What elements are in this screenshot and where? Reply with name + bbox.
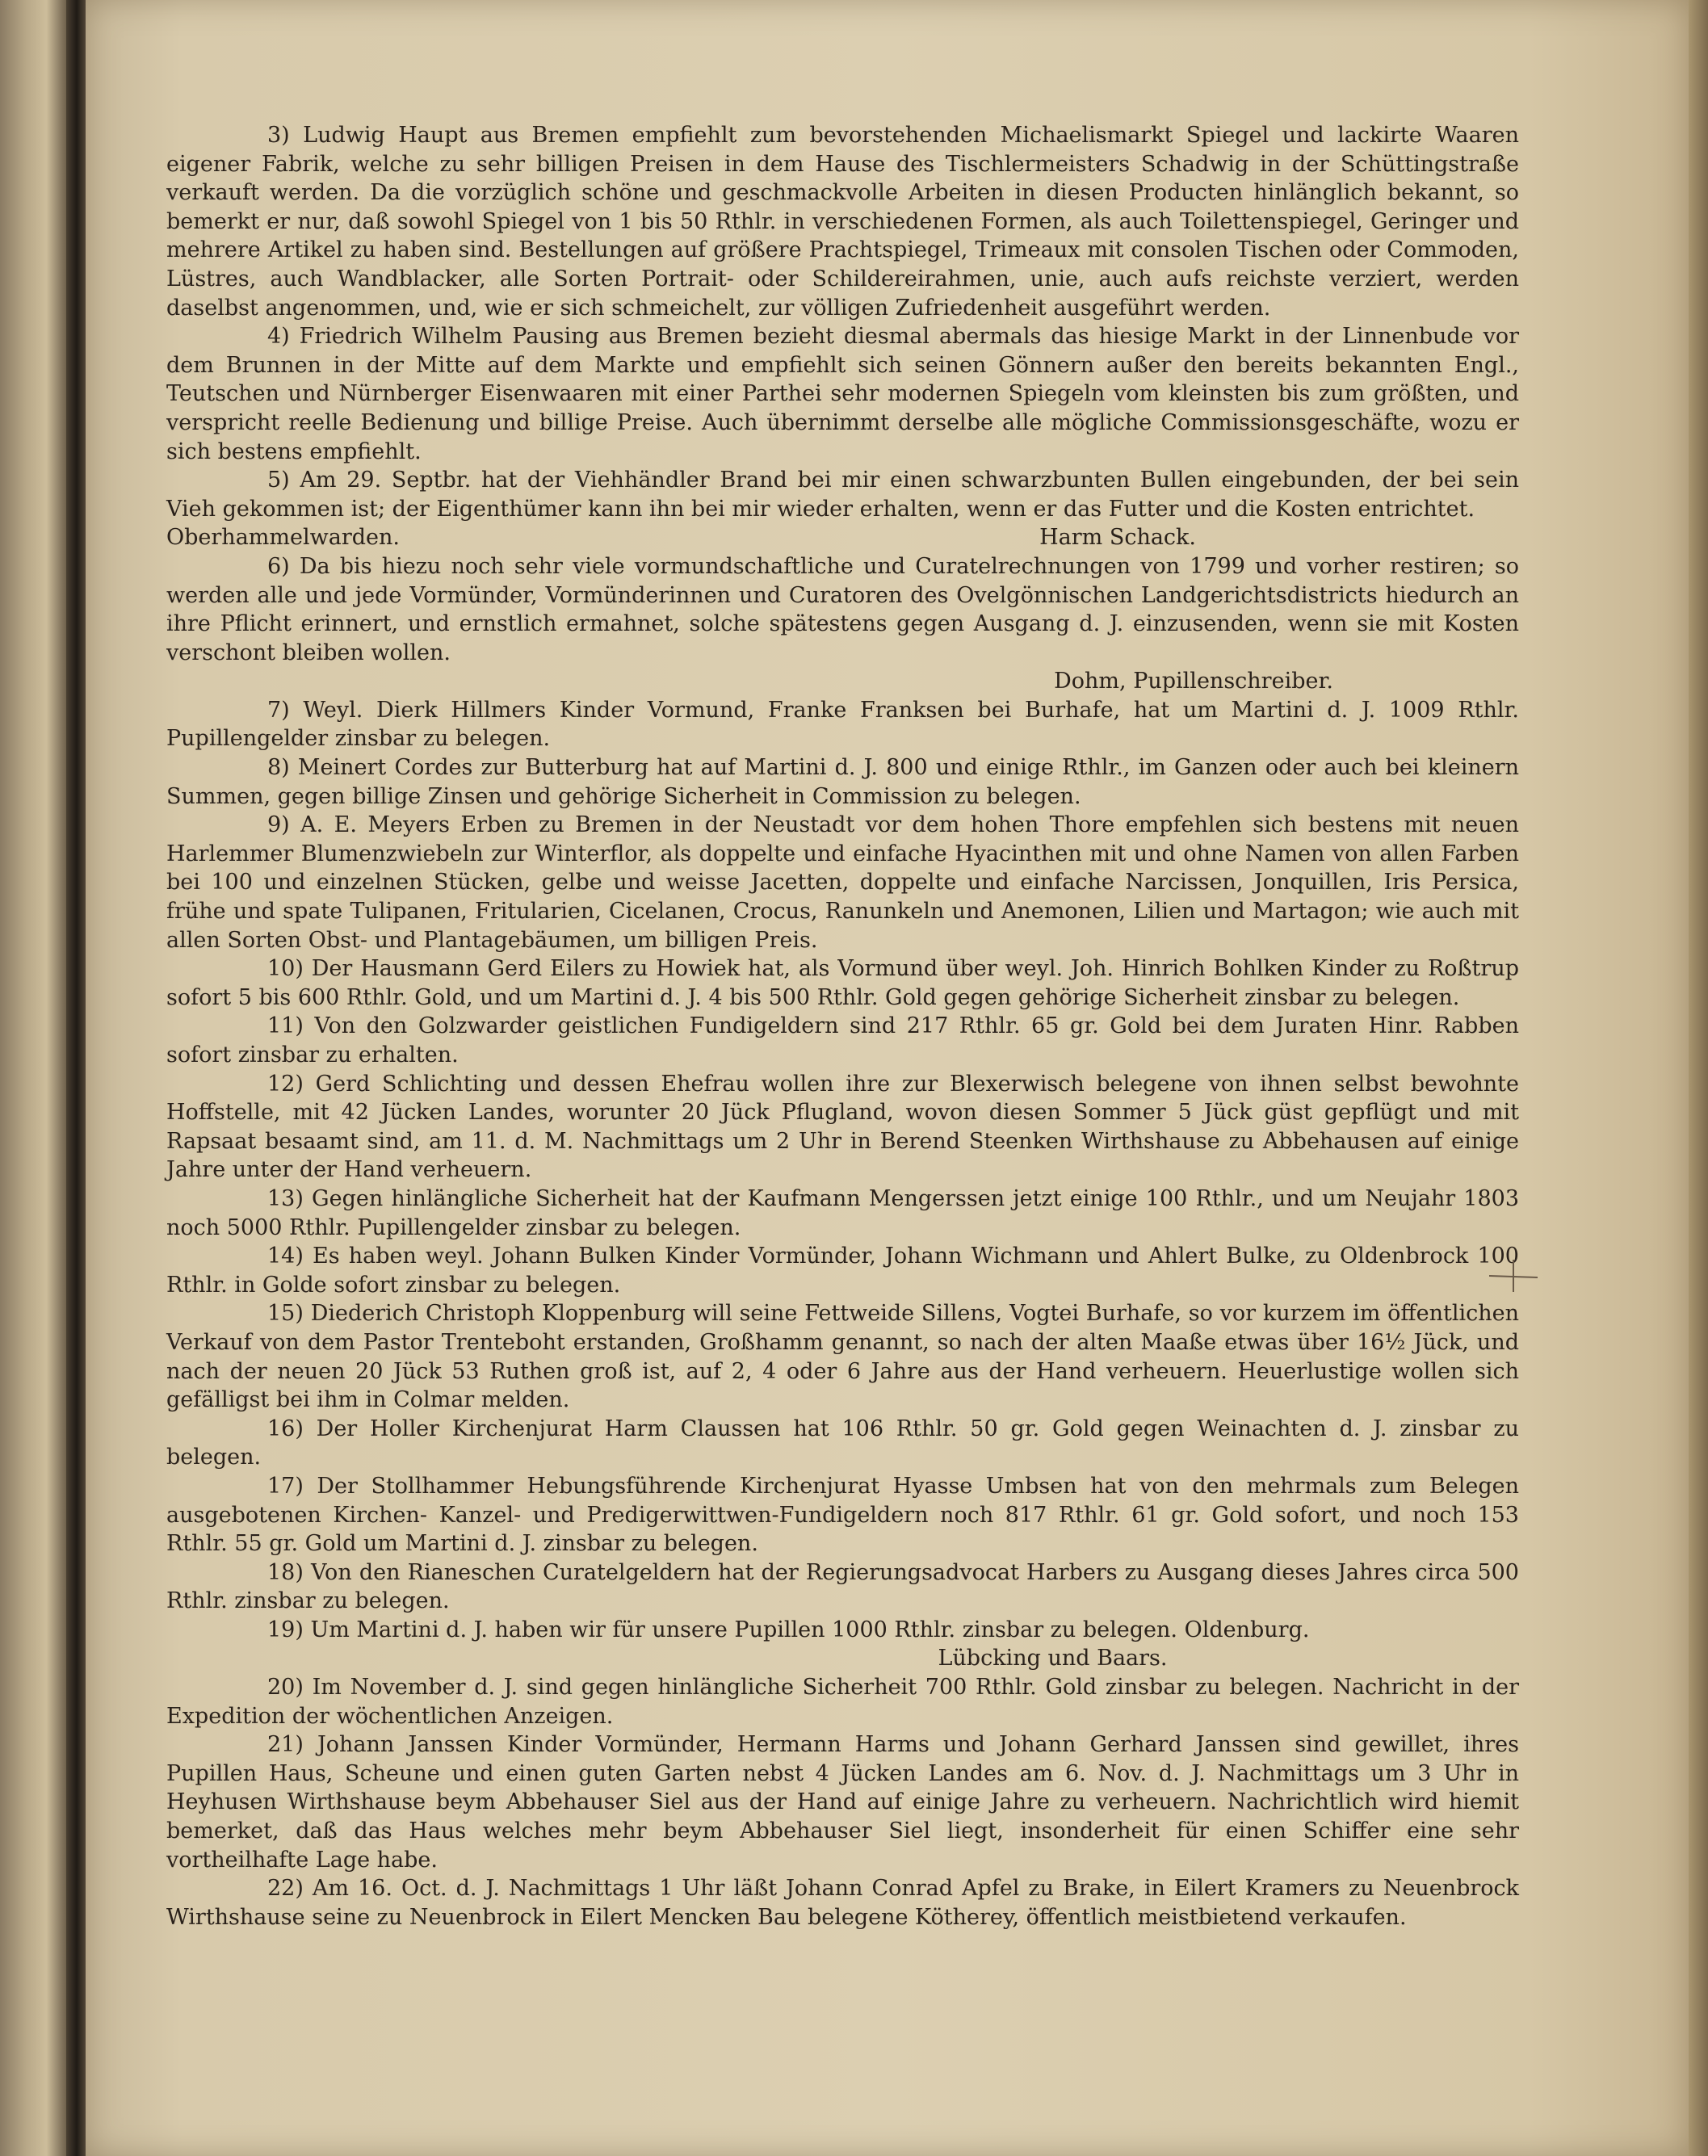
announcement-11: 11) Von den Golzwarder geistlichen Fundigeldern sind 217 Rthlr. 65 gr. Gold bei dem Juraten Hinr. Rabben sofort zinsbar zu erhalten.	[166, 1013, 1519, 1068]
announcement-19: 19) Um Martini d. J. haben wir für unsere Pupillen 1000 Rthlr. zinsbar zu belegen. Oldenburg.	[267, 1617, 1310, 1642]
announcement-15: 15) Diederich Christoph Kloppenburg will seine Fettweide Sillens, Vogtei Burhafe, so vor kurzem im öffentlichen Verkauf von dem Pastor Trenteboht erstanden, Großhamm genannt, so nach der alten Maaße etwas über 16½ Jück, und nach der neuen 20 Jück 53 Ruthen groß ist, auf 2, 4 oder 6 Jahre aus der Hand verheuern. Heuerlustige wollen sich gefälligst bei ihm in Colmar melden.	[166, 1301, 1519, 1413]
announcement-8: 8) Meinert Cordes zur Butterburg hat auf Martini d. J. 800 und einige Rthlr., im Ganzen oder auch bei kleinern Summen, gegen billige Zinsen und gehörige Sicherheit in Commission zu belegen.	[166, 755, 1519, 809]
announcement-6-signature: Dohm, Pupillenschreiber.	[1054, 669, 1333, 694]
announcement-16: 16) Der Holler Kirchenjurat Harm Claussen hat 106 Rthlr. 50 gr. Gold gegen Weinachten d. J. zinsbar zu belegen.	[166, 1416, 1519, 1470]
newspaper-page	[86, 0, 1689, 2156]
signature-name: Harm Schack.	[1039, 525, 1196, 551]
announcement-19-signature: Lübcking und Baars.	[938, 1646, 1168, 1672]
signature-place: Oberhammelwarden.	[166, 525, 400, 551]
previous-page-edge	[0, 0, 66, 2156]
announcement-4: 4) Friedrich Wilhelm Pausing aus Bremen bezieht diesmal abermals das hiesige Markt in der Linnenbude vor dem Brunnen in der Mitte auf dem Markte und empfiehlt sich seinen Gönnern außer den bereits bekannten Engl., Teutschen und Nürnberger Eisenwaaren mit einer Parthei sehr modernen Spiegeln vom kleinsten bis zum größten, und verspricht reelle Bedienung und billige Preise. Auch übernimmt derselbe alle mögliche Commissionsgeschäfte, wozu er sich bestens empfiehlt.	[166, 324, 1519, 464]
announcement-3: 3) Ludwig Haupt aus Bremen empfiehlt zum bevorstehenden Michaelismarkt Spiegel und lackirte Waaren eigener Fabrik, welche zu sehr billigen Preisen in dem Hause des Tischlermeisters Schadwig in der Schüttingstraße verkauft werden. Da die vorzüglich schöne und geschmackvolle Arbeiten in diesen Producten hinlänglich bekannt, so bemerkt er nur, daß sowohl Spiegel von 1 bis 50 Rthlr. in verschiedenen Formen, als auch Toilettenspiegel, Geringer und mehrere Artikel zu haben sind. Bestellungen auf größere Prachtspiegel, Trimeaux mit consolen Tischen oder Commoden, Lüstres, auch Wandblacker, alle Sorten Portrait- oder Schildereirahmen, unie, auch aufs reichste verziert, werden daselbst angenommen, und, wie er sich schmeichelt, zur völligen Zufriedenheit ausgeführt werden.	[166, 123, 1519, 321]
announcement-21: 21) Johann Janssen Kinder Vormünder, Hermann Harms und Johann Gerhard Janssen sind gewillet, ihres Pupillen Haus, Scheune und einen guten Garten nebst 4 Jücken Landes am 6. Nov. d. J. Nachmittags um 3 Uhr in Heyhusen Wirthshause beym Abbehauser Siel aus der Hand auf einige Jahre zu verheuern. Nachrichtlich wird hiemit bemerket, daß das Haus welches mehr beym Abbehauser Siel liegt, insonderheit für einen Schiffer eine sehr vortheilhafte Lage habe.	[166, 1732, 1519, 1873]
announcement-5-signature	[166, 523, 1519, 552]
pencil-cross-mark	[1489, 1260, 1538, 1292]
announcement-column	[166, 121, 1519, 1932]
announcement-20: 20) Im November d. J. sind gegen hinlängliche Sicherheit 700 Rthlr. Gold zinsbar zu belegen. Nachricht in der Expedition der wöchentlichen Anzeigen.	[166, 1675, 1519, 1729]
book-gutter	[66, 0, 87, 2156]
announcement-14: 14) Es haben weyl. Johann Bulken Kinder Vormünder, Johann Wichmann und Ahlert Bulke, zu Oldenbrock 100 Rthlr. in Golde sofort zinsbar zu belegen.	[166, 1244, 1519, 1298]
announcement-22: 22) Am 16. Oct. d. J. Nachmittags 1 Uhr läßt Johann Conrad Apfel zu Brake, in Eilert Kramers zu Neuenbrock Wirthshause seine zu Neuenbrock in Eilert Mencken Bau belegene Kötherey, öffentlich meistbietend verkaufen.	[166, 1876, 1519, 1930]
announcement-18: 18) Von den Rianeschen Curatelgeldern hat der Regierungsadvocat Harbers zu Ausgang dieses Jahres circa 500 Rthlr. zinsbar zu belegen.	[166, 1559, 1519, 1614]
announcement-10: 10) Der Hausmann Gerd Eilers zu Howiek hat, als Vormund über weyl. Joh. Hinrich Bohlken Kinder zu Roßtrup sofort 5 bis 600 Rthlr. Gold, und um Martini d. J. 4 bis 500 Rthlr. Gold gegen gehörige Sicherheit zinsbar zu belegen.	[166, 956, 1519, 1010]
announcement-9: 9) A. E. Meyers Erben zu Bremen in der Neustadt vor dem hohen Thore empfehlen sich bestens mit neuen Harlemmer Blumenzwiebeln zur Winterflor, als doppelte und einfache Hyacinthen mit und ohne Namen von allen Farben bei 100 und einzelnen Stücken, gelbe und weisse Jacetten, doppelte und einfache Narcissen, Jonquillen, Iris Persica, frühe und spate Tulipanen, Fritularien, Cicelanen, Crocus, Ranunkeln und Anemonen, Lilien und Martagon; wie auch mit allen Sorten Obst- und Plantagebäumen, um billigen Preis.	[166, 812, 1519, 953]
announcement-6: 6) Da bis hiezu noch sehr viele vormundschaftliche und Curatelrechnungen von 1799 und vorher restiren; so werden alle und jede Vormünder, Vormünderinnen und Curatoren des Ovelgönnischen Landgerichtsdistricts hiedurch an ihre Pflicht erinnert, und ernstlich ermahnet, solche spätestens gegen Ausgang d. J. einzusenden, wenn sie mit Kosten verschont bleiben wollen.	[166, 553, 1519, 665]
announcement-17: 17) Der Stollhammer Hebungsführende Kirchenjurat Hyasse Umbsen hat von den mehrmals zum Belegen ausgebotenen Kirchen- Kanzel- und Predigerwittwen-Fundigeldern noch 817 Rthlr. 61 gr. Gold sofort, und noch 153 Rthlr. 55 gr. Gold um Martini d. J. zinsbar zu belegen.	[166, 1473, 1519, 1557]
announcement-5: 5) Am 29. Septbr. hat der Viehhändler Brand bei mir einen schwarzbunten Bullen eingebunden, der bei sein Vieh gekommen ist; der Eigenthümer kann ihn bei mir wieder erhalten, wenn er das Futter und die Kosten entrichtet.	[166, 468, 1519, 522]
announcement-12: 12) Gerd Schlichting und dessen Ehefrau wollen ihre zur Blexerwisch belegene von ihnen selbst bewohnte Hoffstelle, mit 42 Jücken Landes, worunter 20 Jück Pflugland, wovon diesen Sommer 5 Jück güst gepflügt und mit Rapsaat besaamt sind, am 11. d. M. Nachmittags um 2 Uhr in Berend Steenken Wirthshause zu Abbehausen auf einige Jahre unter der Hand verheuern.	[166, 1071, 1519, 1183]
announcement-13: 13) Gegen hinlängliche Sicherheit hat der Kaufmann Mengerssen jetzt einige 100 Rthlr., und um Neujahr 1803 noch 5000 Rthlr. Pupillengelder zinsbar zu belegen.	[166, 1185, 1519, 1240]
announcement-7: 7) Weyl. Dierk Hillmers Kinder Vormund, Franke Franksen bei Burhafe, hat um Martini d. J. 1009 Rthlr. Pupillengelder zinsbar zu belegen.	[166, 697, 1519, 752]
page-fore-edge	[1689, 0, 1708, 2156]
